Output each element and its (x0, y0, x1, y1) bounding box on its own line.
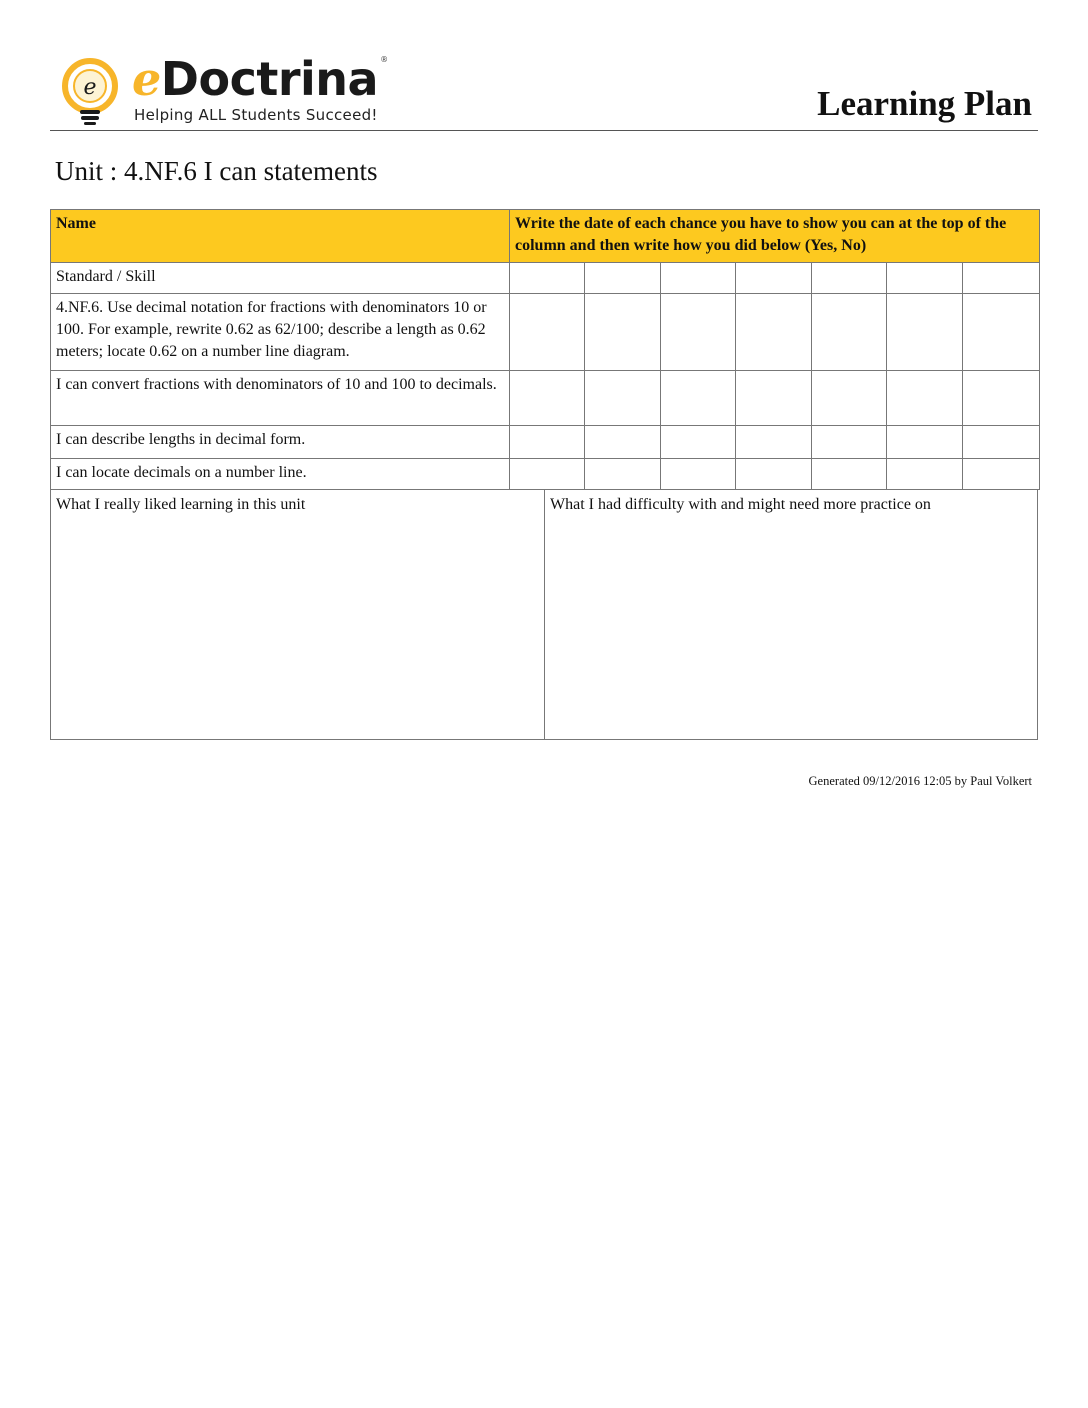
result-cell[interactable] (510, 371, 585, 426)
result-cell[interactable] (812, 459, 887, 490)
table-row (51, 263, 1040, 294)
result-cell[interactable] (661, 459, 736, 490)
result-cell[interactable] (887, 459, 963, 490)
edoctrina-logo (54, 52, 388, 126)
row-label: I can convert fractions with denominators of 10 and 100 to decimals. (51, 371, 510, 426)
date-cell[interactable] (510, 263, 585, 294)
date-cell[interactable] (812, 263, 887, 294)
logo-tagline: Helping ALL Students Succeed! (134, 106, 378, 124)
row-label: I can describe lengths in decimal form. (51, 426, 510, 459)
liked-learning-label: What I really liked learning in this unit (56, 496, 306, 513)
table-header-row (51, 210, 1040, 263)
date-cell[interactable] (887, 263, 963, 294)
lightbulb-icon (56, 56, 126, 126)
result-cell[interactable] (661, 371, 736, 426)
result-cell[interactable] (585, 294, 661, 371)
unit-title: Unit : 4.NF.6 I can statements (55, 156, 378, 186)
row-label: I can locate decimals on a number line. (51, 459, 510, 490)
result-cell[interactable] (736, 294, 812, 371)
result-cell[interactable] (510, 294, 585, 371)
result-cell[interactable] (736, 426, 812, 459)
result-cell[interactable] (963, 426, 1040, 459)
result-cell[interactable] (510, 459, 585, 490)
date-cell[interactable] (963, 263, 1040, 294)
difficulty-label: What I had difficulty with and might need more practice on (550, 496, 931, 513)
result-cell[interactable] (963, 371, 1040, 426)
table-row (51, 294, 1040, 371)
row-label: Standard / Skill (51, 263, 510, 294)
page-header (50, 50, 1038, 131)
learning-plan-table (50, 209, 1040, 490)
date-cell[interactable] (661, 263, 736, 294)
result-cell[interactable] (887, 294, 963, 371)
dates-header-cell: Write the date of each chance you have to show you can at the top of the column and then write how you did below (Yes, No) (510, 210, 1040, 263)
result-cell[interactable] (585, 426, 661, 459)
result-cell[interactable] (812, 426, 887, 459)
date-cell[interactable] (736, 263, 812, 294)
result-cell[interactable] (812, 294, 887, 371)
generated-footer: Generated 09/12/2016 12:05 by Paul Volkert (808, 774, 1032, 788)
logo-wordmark: eDoctrina ® (132, 52, 388, 106)
result-cell[interactable] (585, 459, 661, 490)
table-row (51, 371, 1040, 426)
result-cell[interactable] (661, 294, 736, 371)
result-cell[interactable] (736, 371, 812, 426)
result-cell[interactable] (661, 426, 736, 459)
name-header-cell: Name (51, 210, 510, 263)
date-cell[interactable] (585, 263, 661, 294)
svg-text:e: e (83, 75, 97, 100)
result-cell[interactable] (510, 426, 585, 459)
liked-learning-box[interactable] (51, 489, 545, 739)
result-cell[interactable] (585, 371, 661, 426)
difficulty-box[interactable] (545, 489, 1037, 739)
result-cell[interactable] (887, 426, 963, 459)
result-cell[interactable] (963, 459, 1040, 490)
result-cell[interactable] (887, 371, 963, 426)
reflection-section (50, 489, 1038, 740)
page-title: Learning Plan (817, 84, 1032, 123)
result-cell[interactable] (736, 459, 812, 490)
result-cell[interactable] (963, 294, 1040, 371)
result-cell[interactable] (812, 371, 887, 426)
table-row (51, 459, 1040, 490)
table-row (51, 426, 1040, 459)
row-label: 4.NF.6. Use decimal notation for fractions with denominators 10 or 100. For example, rewrite 0.62 as 62/100; describe a length as 0.62 meters; locate 0.62 on a number line diagram. (51, 294, 510, 371)
